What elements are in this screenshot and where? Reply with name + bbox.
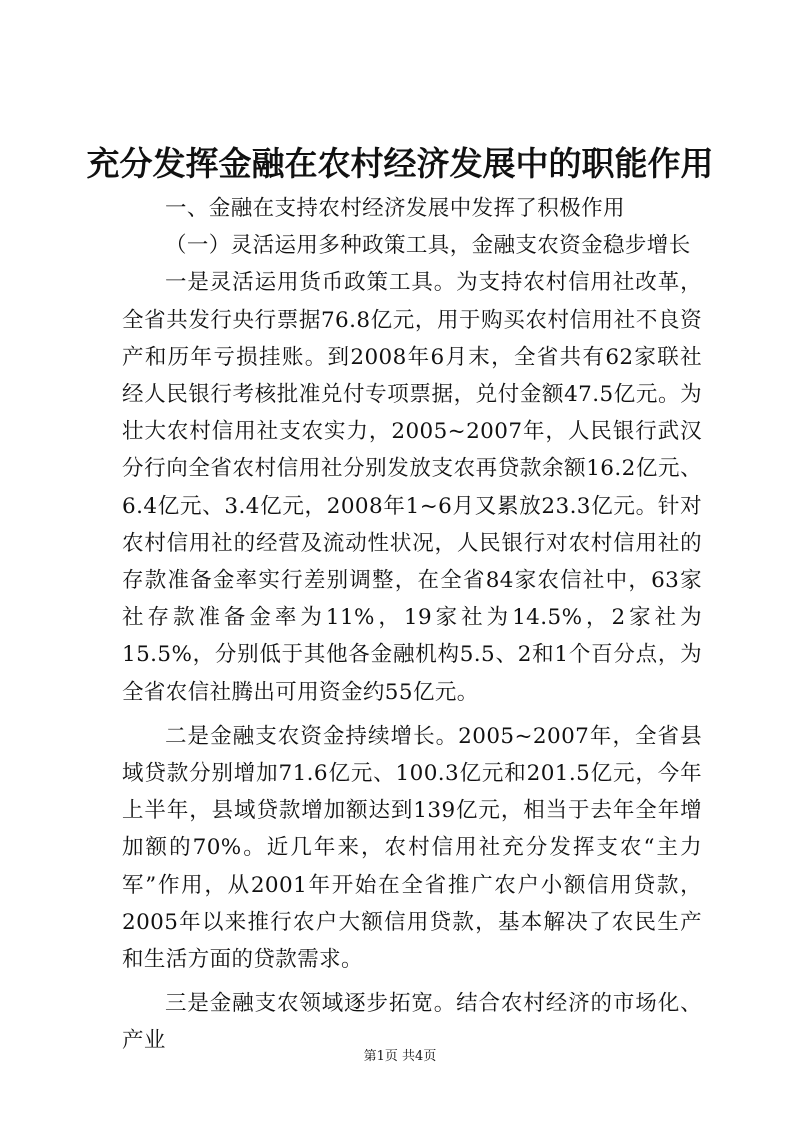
page-number-footer: 第1页 共4页 <box>363 1049 437 1064</box>
paragraph: 三是金融支农领域逐步拓宽。结合农村经济的市场化、产业 <box>122 991 702 1054</box>
section-heading: 一、金融在支持农村经济发展中发挥了积极作用 <box>165 196 625 221</box>
document-title: 充分发挥金融在农村经济发展中的职能作用 <box>86 144 714 183</box>
paragraph: 二是金融支农资金持续增长。2005~2007年，全省县域贷款分别增加71.6亿元、100.3亿元和201.5亿元，今年上半年，县域贷款增加额达到139亿元，相当于去年全年增加额的70%。近几年来，农村信用社充分发挥支农“主力军”作用，从2001年开始在全省推广农户小额信用贷款，2005年以来推行农户大额信用贷款，基本解决了农民生产和生活方面的贷款需求。 <box>122 723 702 973</box>
paragraph: 一是灵活运用货币政策工具。为支持农村信用社改革，全省共发行央行票据76.8亿元，用于购买农村信用社不良资产和历年亏损挂账。到2008年6月末，全省共有62家联社经人民银行考核批准兑付专项票据，兑付金额47.5亿元。为壮大农村信用社支农实力，2005~2007年，人民银行武汉分行向全省农村信用社分别发放支农再贷款余额16.2亿元、6.4亿元、3.4亿元，2008年1~6月又累放23.3亿元。针对农村信用社的经营及流动性状况，人民银行对农村信用社的存款准备金率实行差别调整，在全省84家农信社中，63家社存款准备金率为11%，19家社为14.5%，2家社为15.5%，分别低于其他各金融机构5.5、2和1个百分点，为全省农信社腾出可用资金约55亿元。 <box>122 270 702 705</box>
document-body <box>122 190 702 1060</box>
subsection-heading: （一）灵活运用多种政策工具，金融支农资金稳步增长 <box>165 233 691 259</box>
